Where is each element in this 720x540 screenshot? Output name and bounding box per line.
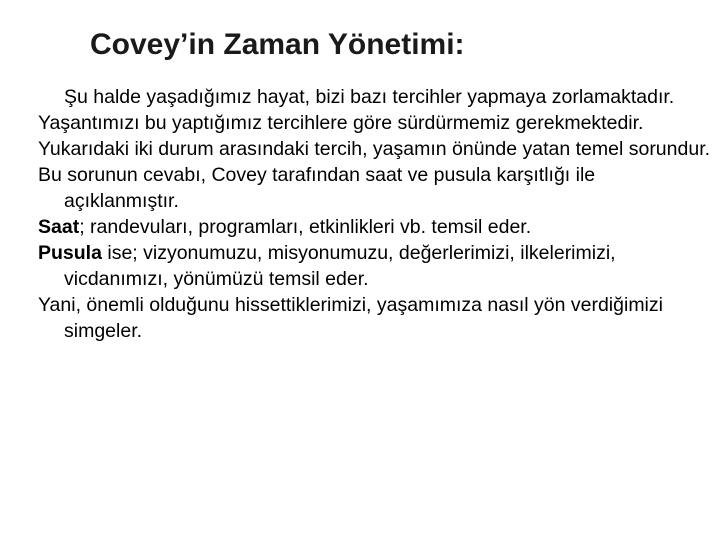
- paragraph: [38, 292, 714, 344]
- paragraph: [38, 84, 714, 110]
- paragraph-text: Şu halde yaşadığımız hayat, bizi bazı tercihler yapmaya zorlamaktadır.: [64, 86, 675, 108]
- paragraph-text: Bu sorunun cevabı, Covey tarafından saat ve pusula karşıtlığı ile açıklanmıştır.: [38, 164, 596, 212]
- paragraph-text: Yaşantımızı bu yaptığımız tercihlere göre sürdürmemiz gerekmektedir.: [38, 112, 644, 134]
- paragraph-text: Yani, önemli olduğunu hissettiklerimizi, yaşamımıza nasıl yön verdiğimizi simgeler.: [38, 294, 663, 342]
- paragraph-text: ; randevuları, programları, etkinlikleri vb. temsil eder.: [79, 216, 532, 238]
- paragraph: [38, 162, 714, 214]
- paragraph-text: Yukarıdaki iki durum arasındaki tercih, yaşamın önünde yatan temel sorundur.: [38, 138, 711, 160]
- paragraph: [38, 110, 714, 136]
- paragraph: [38, 214, 714, 240]
- paragraph-text: ise; vizyonumuzu, misyonumuzu, değerlerimizi, ilkelerimizi, vicdanımızı, yönümüzü temsil eder.: [64, 242, 616, 290]
- slide-title: Covey’in Zaman Yönetimi:: [90, 28, 465, 61]
- paragraph: [38, 136, 714, 162]
- keyword-saat: Saat: [38, 216, 80, 238]
- keyword-pusula: Pusula: [38, 242, 102, 264]
- slide-body: [38, 84, 714, 344]
- paragraph: [38, 240, 714, 292]
